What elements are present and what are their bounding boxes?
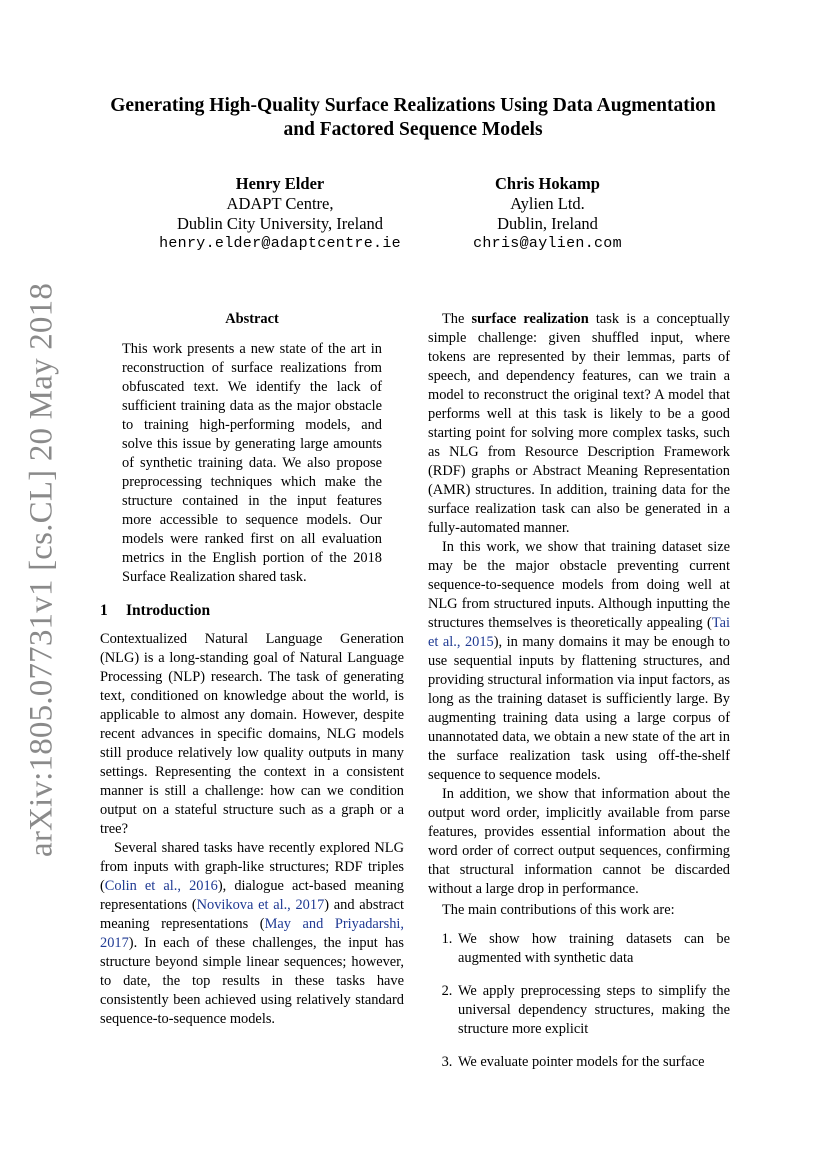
text-run: task is a conceptually simple challenge: given shuffled input, where tokens are represented by their lemmas, parts of speech, and dependency features, can we train a model to reconstruct the original text? A model that performs well at this task is likely to be a good starting point for solving more complex tasks, such as NLG from Resource Description Framework (RDF) graphs or Abstract Meaning Representation (AMR) structures. In addition, training data for the surface realization task can also be generated in a fully-automated manner. bbox=[428, 311, 730, 536]
section-number: 1 bbox=[100, 602, 108, 619]
section-title: Introduction bbox=[126, 602, 211, 619]
author-affiliation: Dublin City University, Ireland bbox=[176, 214, 384, 233]
author-email: henry.elder@adaptcentre.ie bbox=[159, 235, 401, 252]
abstract bbox=[122, 340, 382, 587]
right-paragraph-1 bbox=[428, 310, 730, 538]
citation-link[interactable]: Colin et al., 2016 bbox=[104, 878, 218, 894]
citation-link[interactable]: Novikova et al., 2017 bbox=[196, 897, 325, 913]
author-block-2 bbox=[440, 174, 655, 254]
author-affiliation: Aylien Ltd. bbox=[510, 194, 585, 213]
intro-paragraph-1: Contextualized Natural Language Generation (NLG) is a long-standing goal of Natural Language Processing (NLP) research. The task of generating text, conditioned on knowledge about the world, is applicable to almost any domain. However, despite recent advances in specific domains, NLG models still produce relatively low quality outputs in many settings. Representing the context in a consistent manner is still a challenge: how can we condition output on a stateful structure such as a graph or a tree? bbox=[100, 631, 404, 837]
author-name: Chris Hokamp bbox=[495, 174, 600, 193]
text-run: In this work, we show that training dataset size may be the major obstacle preventing current sequence-to-sequence models from doing well at NLG from structured inputs. Although inputting the structures themselves is theoretically appealing ( bbox=[428, 539, 730, 631]
bold-term: surface realization bbox=[471, 311, 589, 327]
abstract-heading: Abstract bbox=[225, 311, 279, 327]
citation-link[interactable]: May and Priyadarshi, 2017 bbox=[100, 916, 404, 951]
author-affiliation: Dublin, Ireland bbox=[497, 214, 598, 233]
left-column bbox=[100, 310, 404, 1029]
paper-title bbox=[80, 94, 746, 142]
intro-paragraph-2 bbox=[100, 839, 404, 1029]
contributions-list bbox=[428, 930, 730, 1072]
text-run: ), dialogue act-based meaning representations ( bbox=[100, 878, 405, 913]
abstract-text: This work presents a new state of the art in reconstruction of surface realizations from obfuscated text. We identify the lack of sufficient training data as the major obstacle to training high-performing models, and solve this issue by generating large amounts of synthetic training data. We also propose preprocessing techniques which make the structure contained in the input features more accessible to sequence models. Our models were ranked first on all evaluation metrics in the English portion of the 2018 Surface Realization shared task. bbox=[122, 341, 382, 585]
title-line-1: Generating High-Quality Surface Realizations Using Data Augmentation bbox=[110, 95, 716, 116]
title-line-2: and Factored Sequence Models bbox=[283, 119, 543, 140]
text-run: Several shared tasks have recently explored NLG from inputs with graph-like structures; RDF triples ( bbox=[100, 840, 404, 894]
text-run: The bbox=[442, 311, 472, 327]
text-run: ) and abstract meaning representations ( bbox=[100, 897, 405, 932]
author-affiliation: ADAPT Centre, bbox=[226, 194, 334, 213]
contribution-item: 1. We show how training datasets can be augmented with synthetic data bbox=[456, 930, 730, 968]
right-paragraph-4: The main contributions of this work are: bbox=[442, 902, 675, 918]
text-run: ). In each of these challenges, the input has structure beyond simple linear sequences; however, to date, the top results in these tasks have consistently been achieved using relatively standard sequence-to-sequence models. bbox=[100, 935, 404, 1027]
contribution-item: 3. We evaluate pointer models for the surface bbox=[456, 1053, 730, 1072]
right-column bbox=[428, 310, 730, 1086]
section-heading-introduction bbox=[100, 601, 404, 620]
contribution-item: 2. We apply preprocessing steps to simplify the universal dependency structures, making the structure more explicit bbox=[456, 982, 730, 1039]
author-name: Henry Elder bbox=[235, 174, 325, 193]
author-block-1 bbox=[130, 174, 430, 254]
citation-link[interactable]: Tai et al., 2015 bbox=[428, 615, 730, 650]
arxiv-identifier: arXiv:1805.07731v1 [cs.CL] 20 May 2018 bbox=[23, 282, 60, 858]
text-run: ), in many domains it may be enough to use sequential inputs by flattening structures, and providing structural information via input factors, as long as the training dataset is sufficiently large. By augmenting training data using a large corpus of unannotated data, we obtain a new state of the art in the surface realization task using off-the-shelf sequence to sequence models. bbox=[428, 634, 730, 783]
right-paragraph-3: In addition, we show that information about the output word order, implicitly available from parse features, provides essential information about the word order of correct output sequences, confirming that structural information cannot be discarded without a large drop in performance. bbox=[428, 786, 730, 897]
arxiv-sidebar-stamp bbox=[22, 282, 62, 858]
author-email: chris@aylien.com bbox=[473, 235, 622, 252]
right-paragraph-2 bbox=[428, 538, 730, 785]
